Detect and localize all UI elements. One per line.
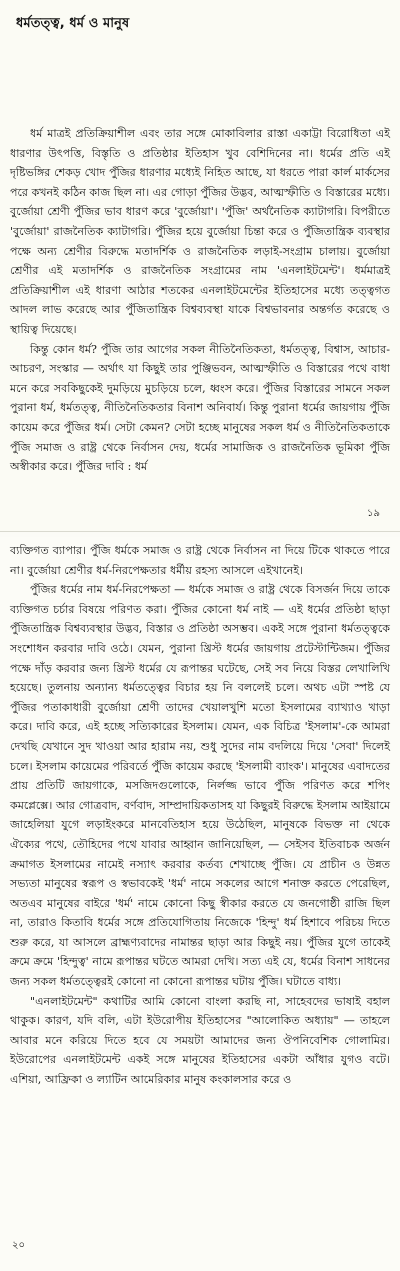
paragraph: ধর্ম মাত্রই প্রতিক্রিয়াশীল এবং তার সঙ্গে মোকাবিলার রাস্তা একাট্টা বিরোধিতা এই ধারণার উৎপত্তি, বিস্তৃতি ও প্রতিষ্ঠার ইতিহাস খুব বেশিদিনের না। ধর্মের প্রতি এই দৃষ্টিভঙ্গির শেকড় খোদ পুঁজির ধারণার মধ্যেই নিহিত আছে, যা ধরতে পারা কার্ল মার্কসের পরে কখনই কঠিন কাজ ছিল না। এর গোড়া পুঁজির উদ্ভব, আত্মস্ফীতি ও বিস্তারের মধ্যে। বুর্জোয়া শ্রেণী পুঁজির ভাব ধারণ করে 'বুর্জোয়া'। 'পুঁজি' অর্থনৈতিক ক্যাটাগরি। বিপরীতে 'বুর্জোয়া' রাজনৈতিক ক্যাটাগরি। পুঁজির হয়ে বুর্জোয়া চিন্তা করে ও পুঁজিতান্ত্রিক ব্যবস্থার পক্ষে অন্য শ্রেণীর বিরুদ্ধে মতাদর্শিক ও রাজনৈতিক লড়াই-সংগ্রাম চালায়। বুর্জোয়া শ্রেণীর এই মতাদর্শিক ও রাজনৈতিক সংগ্রামের নাম 'এনলাইটমেন্ট'। ধর্মমাত্রই প্রতিক্রিয়াশীল এই ধারণা আঠার শতকের এনলাইটমেন্টের ইতিহাসের মধ্যে তত্ত্বগত আদল লাভ করেছে আর পুঁজিতান্ত্রিক বিশ্বব্যবস্থা যাকে বিশ্বভাবনার অন্তর্গত করেছে ও স্থায়িত্ব দিয়েছে। [10, 127, 390, 336]
page-20-body [10, 541, 390, 1090]
book-page-19 [0, 0, 400, 532]
paragraph: "এনলাইটমেন্ট" কথাটির আমি কোনো বাংলা করছি না, সাহেবদের ভাষাই বহাল থাকুক। কারণ, যদি বলি, এটা ইউরোপীয় ইতিহাসের "আলোকিত অধ্যায়" — তাহলে আবার মনে করিয়ে দিতে হবে যে সময়টা আমাদের জন্য ঔপনিবেশিক গোলামির। ইউরোপের এনলাইটমেন্ট একই সঙ্গে মানুষের ইতিহাসের একটা আঁধার যুগও বটে। এশিয়া, আফ্রিকা ও ল্যাটিন আমেরিকার মানুষ কংকালসার করে ও [10, 994, 390, 1087]
page-19-body [10, 124, 390, 477]
book-page-20 [0, 537, 400, 1271]
chapter-title: ধর্মতত্ত্ব, ধর্ম ও মানুষ [16, 16, 130, 31]
page-number: ১৯ [367, 508, 380, 519]
paragraph: ব্যক্তিগত ব্যাপার। পুঁজি ধর্মকে সমাজ ও রাষ্ট্র থেকে নির্বাসন না দিয়ে টিকে থাকতে পারে না। বুর্জোয়া শ্রেণীর ধর্ম-নিরপেক্ষতার ধর্মীয় রহস্য আসলে এইখানেই। [10, 544, 390, 577]
paragraph: কিন্তু কোন ধর্ম? পুঁজি তার আগের সকল নীতিনৈতিকতা, ধর্মতত্ত্ব, বিশ্বাস, আচার-আচরণ, সংস্কার — অর্থাৎ যা কিছুই তার পুঞ্জিভবন, আত্মস্ফীতি ও বিস্তারের পথে বাধা মনে করে সবকিছুকেই দুমড়িয়ে মুচড়িয়ে চলে, ধ্বংস করে। পুঁজির বিস্তারের সামনে সকল পুরানা ধর্ম, ধর্মতত্ত্ব, নীতিনৈতিকতার বিনাশ অনিবার্য। কিন্তু পুরানা ধর্মের জায়গায় পুঁজি কায়েম করে পুঁজির ধর্ম। সেটা কেমন? সেটা হচ্ছে মানুষের সকল ধর্ম ও নীতিনৈতিকতাকে পুঁজি সমাজ ও রাষ্ট্র থেকে নির্বাসন দেয়, ধর্মের সামাজিক ও রাজনৈতিক ভূমিকা পুঁজি অস্বীকার করে। পুঁজির দাবি : ধর্ম [10, 342, 390, 474]
page-number: ২০ [12, 1240, 26, 1251]
paragraph: পুঁজির ধর্মের নাম ধর্ম-নিরপেক্ষতা — ধর্মকে সমাজ ও রাষ্ট্র থেকে বিসর্জন দিয়ে তাকে ব্যক্তিগত চর্চার বিষয়ে পরিণত করা। পুঁজির কোনো ধর্ম নাই — এই ধর্মের প্রতিষ্ঠা ছাড়া পুঁজিতান্ত্রিক বিশ্বব্যবস্থার উদ্ভব, বিস্তার ও প্রতিষ্ঠা অসম্ভব। একই সঙ্গে পুরানা ধর্মতত্ত্বকে সংশোধন করবার দাবি ওঠে। যেমন, পুরানা খ্রিস্ট ধর্মের জায়গায় প্রটেস্টান্টিজম। পুঁজির পক্ষে দাঁড় করবার জন্য খ্রিস্ট ধর্মের যে রূপান্তর ঘটেছে, সেই সব নিয়ে বিস্তর লেখালিখি হয়েছে। তুলনায় অন্যান্য ধর্মতত্ত্বের বিচার হয় নি বললেই চলে। অথচ এটা স্পষ্ট যে পুঁজির পতাকাধারী বুর্জোয়া শ্রেণী তাদের খেয়ালখুশি মতো ইসলামের ব্যাখ্যাও খাড়া করে। দাবি করে, এই হচ্ছে সত্যিকারের ইসলাম। যেমন, এক বিচিত্র 'ইসলাম'-কে আমরা দেখছি যেখানে সুদ খাওয়া আর হারাম নয়, শুধু সুদের নাম বদলিয়ে দিয়ে 'সেবা' দিলেই চলে। ইসলাম কায়েমের পরিবর্তে পুঁজি কায়েম করছে 'ইসলামী ব্যাংক'। মানুষের এবাদতের প্রায় প্রতিটি জায়গাকে, মসজিদগুলোকে, নির্লজ্জ ভাবে পুঁজি পরিণত করে শপিং কমপ্লেক্সে। আর গোত্রবাদ, বর্ণবাদ, সাম্প্রদায়িকতাসহ যা কিছুরই বিরুদ্ধে ইসলাম আইয়ামে জাহেলিয়া যুগে লড়াইংকরে মানবেতিহাস হয়ে উঠেছিল, মানুষকে বিভক্ত না থেকে ঐক্যের পথে, তৌহিদের পথে যাবার আহ্বান জানিয়েছিল, — সেইসব ইতিবাচক অর্জন ক্রমাগত ইসলামের নামেই নস্যাৎ করবার কর্তব্য শেখাচ্ছে পুঁজি। যে প্রাচীন ও উন্নত সভ্যতা মানুষের স্বরূপ ও স্বভাবকেই 'ধর্ম' নামে সকলের আগে শনাক্ত করতে পেরেছিল, অতএব মানুষের বাইরে 'ধর্ম' নামে কোনো কিছু স্বীকার করতে যে জনগোষ্ঠী রাজি ছিল না, তারাও কিতাবি ধর্মের সঙ্গে প্রতিযোগিতায় নিজেকে 'হিন্দু' ধর্ম হিশাবে পরিচয় দিতে শুরু করে, যা আসলে ব্রাহ্মণ্যবাদের নামান্তর ছাড়া আর কিছুই নয়। পুঁজির যুগে তাকেই ক্রমে ক্রমে 'হিন্দুত্ব' নামে রূপান্তর ঘটতে আমরা দেখি। সত্য এই যে, ধর্মের বিনাশ সাধনের জন্য সকল ধর্মতত্ত্বেরই কোনো না কোনো রূপান্তর ঘটায় পুঁজি। ঘটাতে বাধ্য। [10, 583, 390, 989]
